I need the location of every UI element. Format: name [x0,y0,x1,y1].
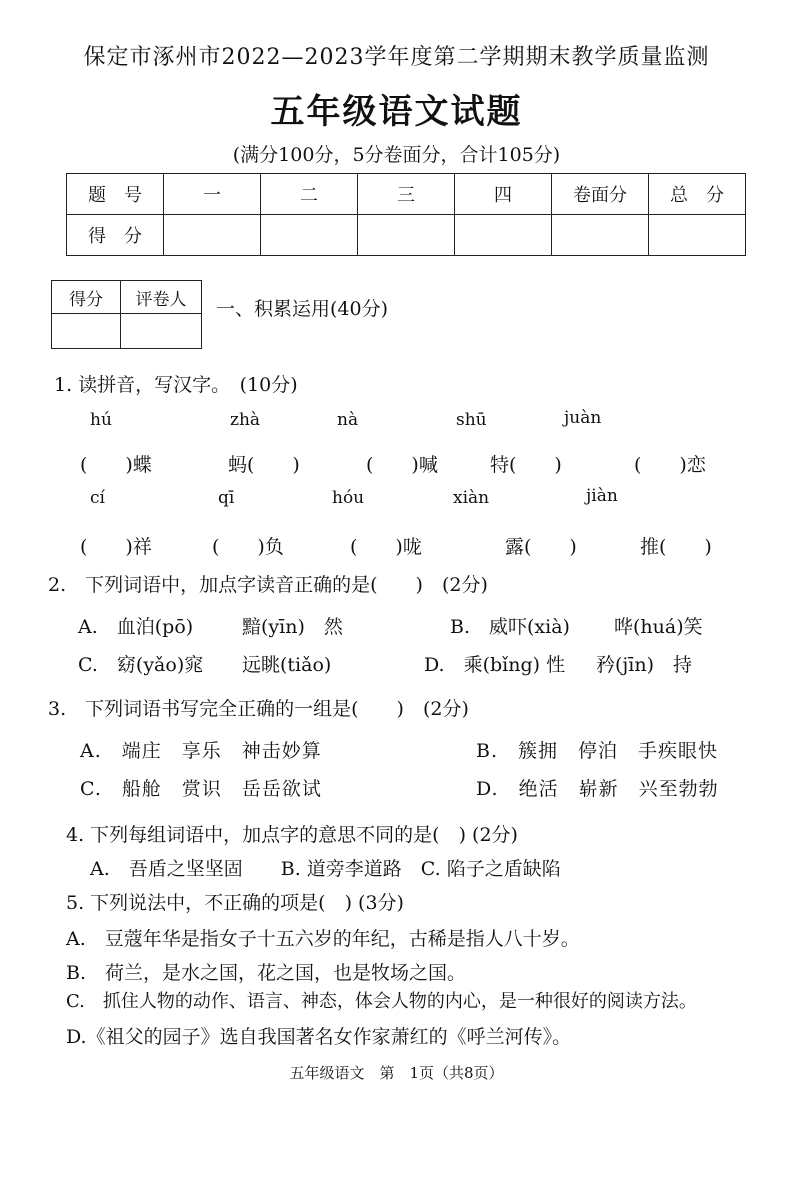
option-b-word2: 哗(huá)笑 [614,616,703,638]
score-input-cell[interactable] [552,215,649,256]
score-table-header-row [67,174,746,215]
answer-blank[interactable]: 推( ) [640,536,712,558]
grader-table [51,280,202,349]
grader-score-cell[interactable] [52,314,121,349]
question-3-stem: 3. 下列词语书写完全正确的一组是( ) (2分) [48,698,469,720]
score-input-cell[interactable] [164,215,261,256]
exam-header: 保定市涿州市2022—2023学年度第二学期期末教学质量监测 [83,45,710,70]
question-4-stem: 4. 下列每组词语中，加点字的意思不同的是( ) (2分) [66,824,518,846]
pinyin: shū [456,410,487,430]
grader-name-cell[interactable] [121,314,202,349]
section-heading: 一、积累运用(40分) [216,298,389,320]
score-cell: 得 分 [67,215,164,256]
score-input-cell[interactable] [261,215,358,256]
question-4-options[interactable]: A. 吾盾之坚坚固 B. 道旁李道路 C. 陷子之盾缺陷 [90,858,561,880]
answer-blank[interactable]: ( )喊 [366,454,438,476]
pinyin: zhà [230,410,261,430]
option-c[interactable]: C. 抓住人物的动作、语言、神态，体会人物的内心，是一种很好的阅读方法。 [66,991,697,1012]
score-table-score-row [67,215,746,256]
pinyin: hóu [332,488,365,508]
option-c[interactable]: C. 窈(yǎo)窕 [78,654,204,676]
option-a[interactable]: A. 端庄 享乐 神击妙算 [80,740,322,762]
score-table [66,173,746,256]
option-b[interactable]: B. 荷兰，是水之国，花之国，也是牧场之国。 [66,962,467,984]
option-c[interactable]: C. 船舱 赏识 岳岳欲试 [80,778,322,800]
score-input-cell[interactable] [358,215,455,256]
option-c-word2: 远眺(tiǎo) [242,654,332,676]
option-d[interactable]: D.《祖父的园子》选自我国著名女作家萧红的《呼兰河传》。 [66,1026,572,1048]
pinyin: jiàn [586,486,618,506]
question-1-stem: 1. 读拼音，写汉字。 (10分) [54,374,298,396]
page-footer: 五年级语文 第 1页（共8页） [289,1064,504,1082]
score-cell: 卷面分 [552,174,649,215]
answer-blank[interactable]: ( )祥 [80,536,152,558]
grader-score-label: 得分 [52,281,121,314]
score-cell: 一 [164,174,261,215]
option-d-word2: 矜(jīn) 持 [596,654,693,676]
answer-blank[interactable]: 露( ) [505,536,577,558]
option-a-word2: 黯(yīn) 然 [242,616,343,638]
score-cell: 总 分 [649,174,746,215]
answer-blank[interactable]: ( )咙 [350,536,422,558]
option-d[interactable]: D. 乘(bǐng) 性 [424,654,566,676]
option-a[interactable]: A. 血泊(pō) [78,616,194,638]
question-2-stem: 2. 下列词语中，加点字读音正确的是( ) (2分) [48,574,488,596]
option-a[interactable]: A. 豆蔻年华是指女子十五六岁的年纪，古稀是指人八十岁。 [66,928,580,950]
option-d[interactable]: D. 绝活 崭新 兴至勃勃 [476,778,719,800]
score-cell: 二 [261,174,358,215]
option-b[interactable]: B. 簇拥 停泊 手疾眼快 [476,740,719,762]
score-cell: 三 [358,174,455,215]
answer-blank[interactable]: ( )恋 [634,454,706,476]
score-cell: 题 号 [67,174,164,215]
grader-name-label: 评卷人 [121,281,202,314]
pinyin: qī [218,488,235,508]
pinyin: nà [337,410,359,430]
score-cell: 四 [455,174,552,215]
answer-blank[interactable]: 特( ) [490,454,562,476]
pinyin: cí [90,488,105,508]
option-b[interactable]: B. 威吓(xià) [450,616,570,638]
score-input-cell[interactable] [455,215,552,256]
answer-blank[interactable]: ( )负 [212,536,284,558]
answer-blank[interactable]: ( )蝶 [80,454,152,476]
exam-subtitle: (满分100分，5分卷面分，合计105分) [232,144,561,166]
pinyin: xiàn [453,488,490,508]
pinyin: juàn [564,408,602,428]
answer-blank[interactable]: 蚂( ) [228,454,300,476]
pinyin: hú [90,410,112,430]
page-title: 五年级语文试题 [270,92,523,132]
question-5-stem: 5. 下列说法中，不正确的项是( ) (3分) [66,892,404,914]
score-input-cell[interactable] [649,215,746,256]
